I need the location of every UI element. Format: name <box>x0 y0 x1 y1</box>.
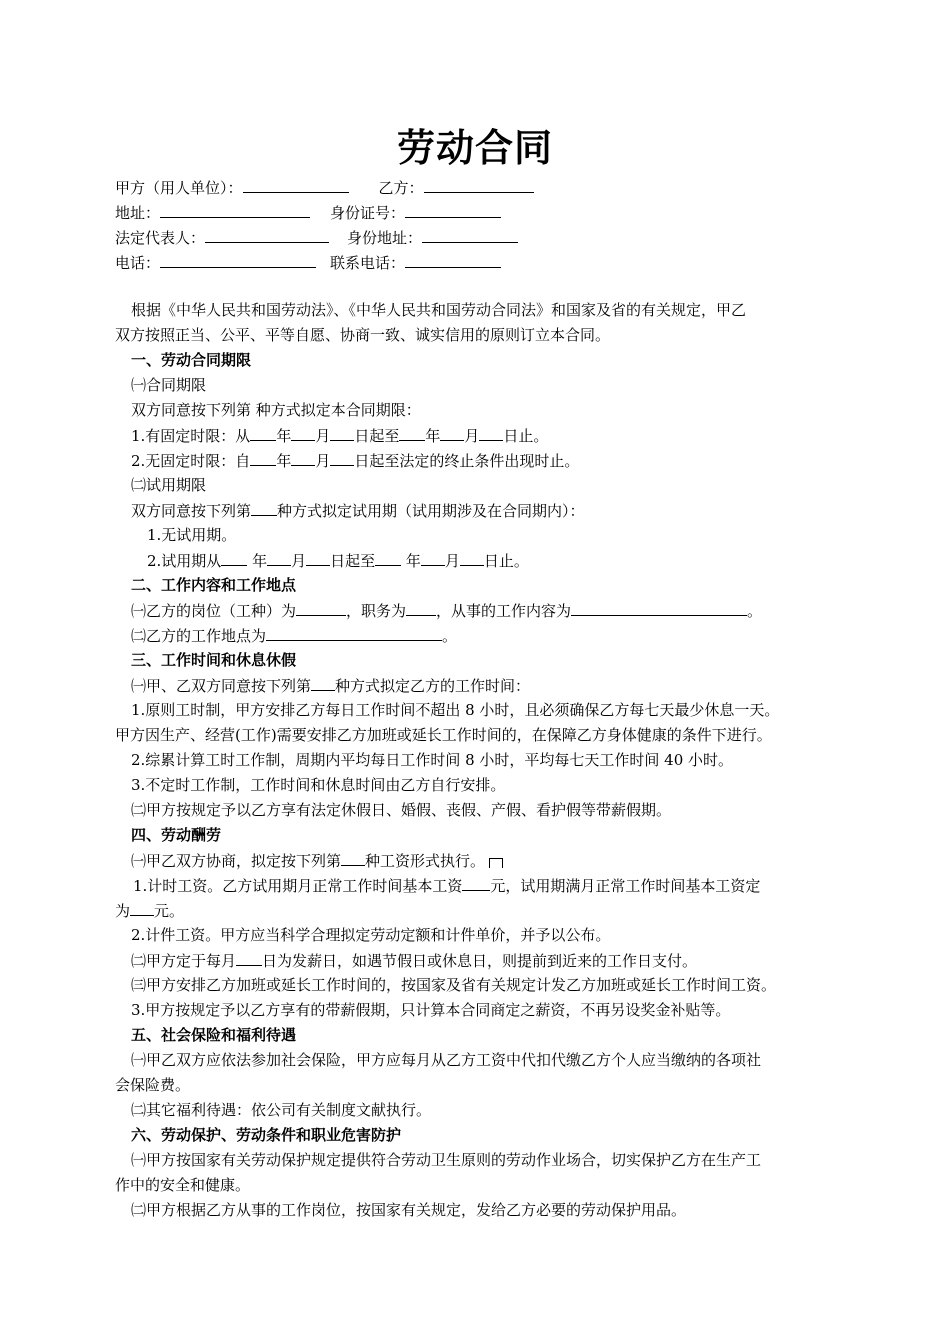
blank <box>479 425 503 441</box>
day-label: 日止。 <box>503 427 549 445</box>
id-address-label: 身份地址： <box>347 229 423 247</box>
s5-social-insurance-2: 会保险费。 <box>115 1076 191 1094</box>
month-label: 月 <box>464 427 480 445</box>
month-label: 月 <box>444 552 460 570</box>
blank <box>296 600 346 616</box>
s4-paid-vacation: 3.甲方按规定予以乙方享有的带薪假期，只计算本合同商定之薪资，不再另设奖金补贴等。 <box>131 1001 731 1019</box>
blank <box>330 450 354 466</box>
id-number-label: 身份证号： <box>330 204 406 222</box>
hourly-wage-prefix: 为 <box>115 902 131 920</box>
hourly-wage-suffix: 元。 <box>154 902 185 920</box>
party-a-label: 甲方（用人单位）： <box>115 179 243 197</box>
wage-form-text: ㈠甲乙双方协商，拟定按下列第 <box>131 852 342 870</box>
blank <box>266 625 442 641</box>
payday-rest: 日为发薪日，如遇节假日或休息日，则提前到近来的工作日支付。 <box>262 952 698 970</box>
location-text: ㈡乙方的工作地点为 <box>131 627 267 645</box>
open-term-end: 日起至法定的终止条件出现时止。 <box>354 452 580 470</box>
s6-labor-protection-1: ㈠甲方按国家有关劳动保护规定提供符合劳动卫生原则的劳动作业场合，切实保护乙方在生产工 <box>131 1151 762 1169</box>
phone-label: 电话： <box>115 254 161 272</box>
trial-period-text: 2.试用期从 <box>147 552 222 570</box>
hourly-wage-rest: 元，试用期满月正常工作时间基本工资定 <box>490 877 761 895</box>
s3-standard-hours-1: 1.原则工时制，甲方安排乙方每日工作时间不超出 8 小时，且必须确保乙方每七天最少休息一天。 <box>131 701 780 719</box>
id-number-blank <box>405 202 501 218</box>
s3-paid-leave: ㈡甲方按规定予以乙方享有法定休假日、婚假、丧假、产假、看护假等带薪假期。 <box>131 801 672 819</box>
blank <box>250 425 276 441</box>
blank <box>375 550 401 566</box>
party-a-blank <box>243 177 349 193</box>
section-6-heading: 六、劳动保护、劳动条件和职业危害防护 <box>131 1126 402 1144</box>
month-label: 月 <box>315 427 331 445</box>
s3-flexible-hours: 3.不定时工作制，工作时间和休息时间由乙方自行安排。 <box>131 776 506 794</box>
blank <box>406 600 436 616</box>
month-label: 月 <box>291 552 307 570</box>
blank <box>311 675 335 691</box>
blank <box>462 875 490 891</box>
year-label: 年 <box>425 427 441 445</box>
wage-form-rest: 种工资形式执行。 <box>365 852 486 870</box>
trial-intro-rest: 种方式拟定试用期（试用期涉及在合同期内）： <box>277 502 585 520</box>
id-address-blank <box>422 227 518 243</box>
year-label: 年 <box>276 427 292 445</box>
s1-sub-trial-term: ㈡试用期限 <box>131 476 207 494</box>
blank <box>250 450 276 466</box>
blank <box>130 900 154 916</box>
blank <box>460 550 484 566</box>
period: 。 <box>747 602 763 620</box>
s2-position <box>131 600 762 621</box>
blank <box>399 425 425 441</box>
contact-phone-label: 联系电话： <box>330 254 406 272</box>
s4-hourly-wage-2 <box>115 900 184 921</box>
duty-text: ，职务为 <box>346 602 407 620</box>
s1-trial-intro <box>131 500 585 521</box>
work-time-text: ㈠甲、乙双方同意按下列第 <box>131 677 312 695</box>
s5-social-insurance-1: ㈠甲乙双方应依法参加社会保险，甲方应每月从乙方工资中代扣代缴乙方个人应当缴纳的各项社 <box>131 1051 762 1069</box>
blank <box>330 425 354 441</box>
section-1-heading: 一、劳动合同期限 <box>131 351 252 369</box>
work-content-text: ，从事的工作内容为 <box>436 602 572 620</box>
blank <box>221 550 247 566</box>
s3-standard-hours-2: 甲方因生产、经营(工作)需要安排乙方加班或延长工作时间的，在保障乙方身体健康的条件下进行。 <box>115 726 772 744</box>
intro-line-1: 根据《中华人民共和国劳动法》、《中华人民共和国劳动合同法》和国家及省的有关规定，甲乙 <box>131 301 747 319</box>
s3-work-time-intro <box>131 675 530 696</box>
s4-overtime: ㈢甲方安排乙方加班或延长工作时间的，按国家及省有关规定计发乙方加班或延长工作时间工资。 <box>131 976 777 994</box>
day-label: 日起至 <box>330 552 376 570</box>
s1-open-term <box>131 450 579 471</box>
intro-line-2: 双方按照正当、公平、平等自愿、协商一致、诚实信用的原则订立本合同。 <box>115 326 611 344</box>
legal-rep-fields-row <box>115 227 518 248</box>
section-5-heading: 五、社会保险和福利待遇 <box>131 1026 297 1044</box>
phone-blank <box>160 252 316 268</box>
blank <box>571 600 747 616</box>
party-b-label: 乙方： <box>378 179 424 197</box>
blank <box>236 950 262 966</box>
s4-wage-form <box>131 850 503 871</box>
blank <box>341 850 365 866</box>
month-label: 月 <box>315 452 331 470</box>
year-label: 年 <box>276 452 292 470</box>
s1-fixed-term <box>131 425 548 446</box>
s6-labor-protection-2: 作中的安全和健康。 <box>115 1176 251 1194</box>
address-blank <box>160 202 310 218</box>
s2-location <box>131 625 457 646</box>
address-label: 地址： <box>115 204 161 222</box>
s4-piece-wage: 2.计件工资。甲方应当科学合理拟定劳动定额和计件单价，并予以公布。 <box>131 926 611 944</box>
s1-no-trial: 1.无试用期。 <box>147 526 237 544</box>
blank <box>291 425 315 441</box>
year-label: 年 <box>401 552 421 570</box>
blank <box>306 550 330 566</box>
blank <box>421 550 445 566</box>
phone-fields-row <box>115 252 501 273</box>
day-label: 日起至 <box>354 427 400 445</box>
open-term-text: 2.无固定时限：自 <box>131 452 251 470</box>
s1-trial-period <box>147 550 529 571</box>
party-fields-row <box>115 177 534 198</box>
s3-comprehensive-hours: 2.综累计算工时工作制，周期内平均每日工作时间 8 小时，平均每七天工作时间 40 小时。 <box>131 751 734 769</box>
legal-rep-label: 法定代表人： <box>115 229 206 247</box>
legal-rep-blank <box>205 227 329 243</box>
fixed-term-text: 1.有固定时限：从 <box>131 427 251 445</box>
section-2-heading: 二、工作内容和工作地点 <box>131 576 297 594</box>
party-b-blank <box>424 177 534 193</box>
address-fields-row <box>115 202 501 223</box>
section-3-heading: 三、工作时间和休息休假 <box>131 651 297 669</box>
blank <box>291 450 315 466</box>
section-4-heading: 四、劳动酬劳 <box>131 826 222 844</box>
blank <box>251 500 277 516</box>
blank <box>267 550 291 566</box>
s1-term-intro: 双方同意按下列第 种方式拟定本合同期限： <box>131 401 421 419</box>
s6-protective-equipment: ㈡甲方根据乙方从事的工作岗位，按国家有关规定，发给乙方必要的劳动保护用品。 <box>131 1201 687 1219</box>
contact-phone-blank <box>405 252 501 268</box>
position-text: ㈠乙方的岗位（工种）为 <box>131 602 297 620</box>
s5-other-benefits: ㈡其它福利待遇：依公司有关制度文献执行。 <box>131 1101 432 1119</box>
s4-payday <box>131 950 697 971</box>
page-title: 劳动合同 <box>396 126 553 170</box>
period: 。 <box>442 627 458 645</box>
work-time-rest: 种方式拟定乙方的工作时间： <box>335 677 531 695</box>
day-label: 日止。 <box>483 552 529 570</box>
bracket-mark-icon <box>489 858 503 868</box>
year-label: 年 <box>247 552 268 570</box>
blank <box>440 425 464 441</box>
s1-sub-contract-term: ㈠合同期限 <box>131 376 207 394</box>
payday-text: ㈡甲方定于每月 <box>131 952 237 970</box>
trial-intro-text: 双方同意按下列第 <box>131 502 252 520</box>
s4-hourly-wage-1 <box>133 875 760 896</box>
hourly-wage-text: 1.计时工资。乙方试用期月正常工作时间基本工资 <box>133 877 463 895</box>
